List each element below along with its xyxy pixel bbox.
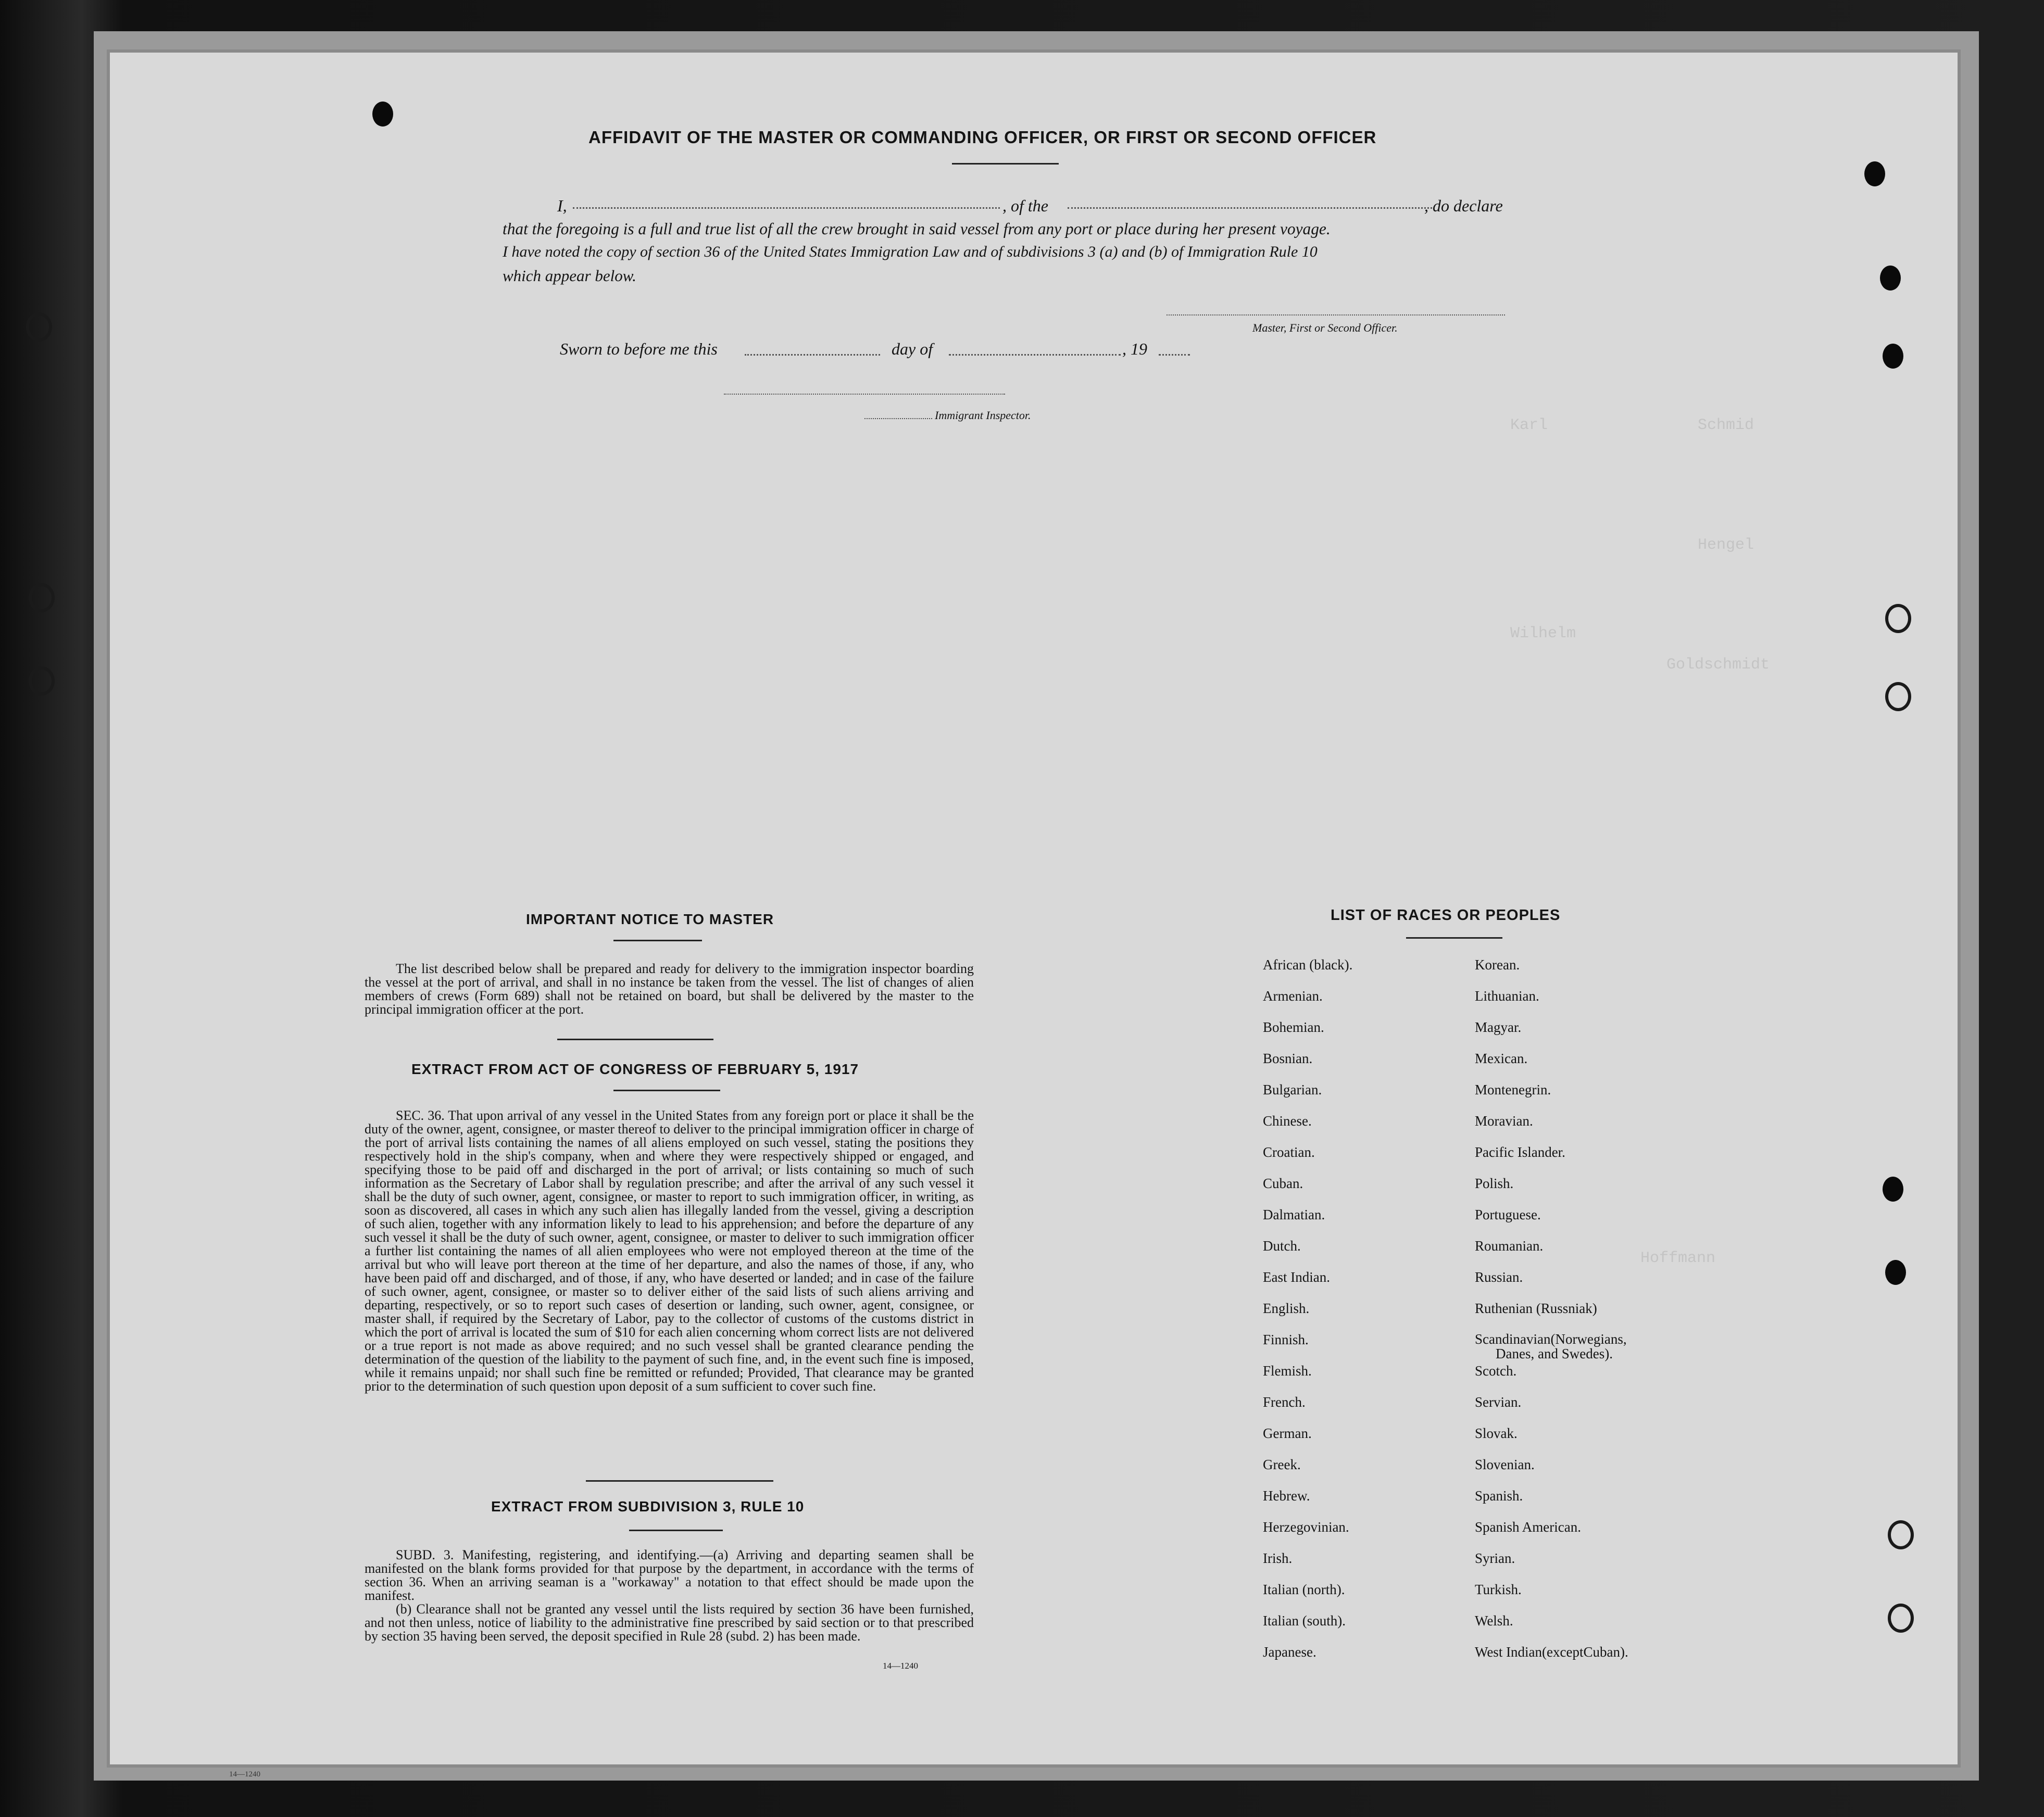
rule-paragraph-b: (b) Clearance shall not be granted any vessel until the lists required by section 36 have been furnished, and not then unless, notice of liability to the administrative fine prescribed by said section or to that prescribed by section 35 having been served, the deposit specified in Rule 28 (subd. 2) has been made. [365,1601,974,1644]
race-item: Croatian. [1263,1144,1315,1160]
race-item: Spanish. [1475,1488,1523,1504]
race-item: Syrian. [1475,1550,1515,1566]
punch-hole [1864,161,1885,186]
notice-title: IMPORTANT NOTICE TO MASTER [526,911,774,927]
race-item: East Indian. [1263,1269,1330,1285]
punch-hole [1883,1177,1903,1202]
divider [613,940,702,941]
race-item: Bohemian. [1263,1019,1324,1035]
divider [557,1039,713,1040]
bleed-through-text: Karl [1510,417,1548,434]
officer-caption: Master, First or Second Officer. [1252,321,1398,334]
race-item: Bosnian. [1263,1051,1313,1066]
notice-paragraph: The list described below shall be prepared and ready for delivery to the immigration inspector boarding the vessel at the port of arrival, and shall in no instance be taken from the vessel. The list of changes of alien members of crews (Form 689) shall not be retained on board, but shall be delivered by the master to the principal immigration officer at the port. [365,961,974,1017]
divider [952,163,1059,165]
sworn-month-blank [949,354,1121,356]
affidavit-of-the: , of the [1002,196,1048,215]
affidavit-title: AFFIDAVIT OF THE MASTER OR COMMANDING OFFICER, OR FIRST OR SECOND OFFICER [588,128,1377,147]
inspector-lead-blank [864,418,932,419]
divider [586,1480,773,1482]
race-item: Italian (north). [1263,1582,1345,1597]
binder-ring [1888,1604,1914,1633]
race-item: Hebrew. [1263,1488,1310,1504]
corner-form-number: 14—1240 [229,1770,260,1778]
bleed-through-text: Wilhelm [1510,625,1576,642]
race-item: Bulgarian. [1263,1082,1322,1097]
race-item: Ruthenian (Russniak) [1475,1301,1597,1316]
race-item: Cuban. [1263,1176,1303,1191]
divider [1406,937,1502,939]
race-item: Servian. [1475,1394,1522,1410]
punch-hole [1883,344,1903,369]
race-item: West Indian(exceptCuban). [1475,1644,1628,1660]
bleed-through-text: Goldschmidt [1666,656,1770,674]
race-item: Welsh. [1475,1613,1513,1629]
affidavit-line-3: I have noted the copy of section 36 of the United States Immigration Law and of subdivisions 3 (a) and (b) of Immigration Rule 10 [503,243,1318,260]
race-item: Pacific Islander. [1475,1144,1565,1160]
punch-hole [1880,266,1901,291]
sworn-prefix: Sworn to before me this [560,339,718,358]
name-blank [573,207,1000,209]
race-item: Flemish. [1263,1363,1312,1379]
divider [629,1530,723,1531]
inspector-signature-blank [724,394,1005,395]
officer-signature-blank [1167,314,1505,316]
punch-hole [372,102,393,127]
bleed-through-text: Hengel [1698,536,1754,554]
race-item: Mexican. [1475,1051,1528,1066]
race-item: Montenegrin. [1475,1082,1551,1097]
race-item: Korean. [1475,957,1520,973]
race-item: Greek. [1263,1457,1301,1472]
affidavit-line-2: that the foregoing is a full and true list of all the crew brought in said vessel from any port or place during her present voyage. [503,220,1331,238]
binder-ring [29,583,55,612]
race-item: Lithuanian. [1475,988,1539,1004]
race-item: Japanese. [1263,1644,1316,1660]
race-item: Roumanian. [1475,1238,1544,1254]
rule-paragraph-a: SUBD. 3. Manifesting, registering, and identifying.—(a) Arriving and departing seamen shall be manifested on the blank forms provided for that purpose by the department, in accordance with the terms of section 36. When an arriving seaman is a "workaway" a notation to that effect should be made upon the manifest. [365,1547,974,1603]
race-item: Polish. [1475,1176,1514,1191]
notice-text [365,962,974,1016]
affidavit-line-4: which appear below. [503,267,636,285]
binder-ring [26,312,52,342]
race-item [1475,1332,1628,1363]
bleed-through-text: Schmid [1698,417,1754,434]
race-item: Spanish American. [1475,1519,1581,1535]
document-page [107,49,1961,1768]
binder-ring [1885,604,1911,633]
race-item: Finnish. [1263,1332,1309,1347]
race-item: Moravian. [1475,1113,1533,1129]
race-item: Slovak. [1475,1425,1518,1441]
race-item: Scotch. [1475,1363,1517,1379]
race-item: Magyar. [1475,1019,1522,1035]
binder-ring [1888,1520,1914,1549]
divider [613,1090,720,1091]
bleed-through-text: Hoffmann [1640,1250,1716,1267]
act-title: EXTRACT FROM ACT OF CONGRESS OF FEBRUARY 5, 1917 [411,1061,859,1077]
affidavit-declare: , do declare [1424,196,1503,215]
rule-title: EXTRACT FROM SUBDIVISION 3, RULE 10 [491,1498,805,1515]
race-item: Turkish. [1475,1582,1522,1597]
race-item-line: Danes, and Swedes). [1496,1346,1613,1361]
race-item: Italian (south). [1263,1613,1346,1629]
act-text [365,1109,974,1393]
race-item: Irish. [1263,1550,1293,1566]
sworn-year-blank [1159,354,1190,356]
inspector-caption: Immigrant Inspector. [935,409,1031,422]
race-item: Russian. [1475,1269,1523,1285]
sworn-year: , 19 [1122,339,1147,358]
race-item: Herzegovinian. [1263,1519,1349,1535]
races-title: LIST OF RACES OR PEOPLES [1331,907,1561,924]
vessel-blank [1068,207,1432,209]
race-item: African (black). [1263,957,1353,973]
binder-ring [1885,682,1911,711]
race-item: Armenian. [1263,988,1323,1004]
sworn-date-blank [745,354,880,356]
form-number: 14—1240 [883,1661,918,1671]
race-item: Chinese. [1263,1113,1312,1129]
races-column-2 [1475,957,1628,1675]
sworn-day-of: day of [892,339,933,358]
race-item-line: Scandinavian(Norwegians, [1475,1331,1627,1347]
rule-text [365,1548,974,1643]
binder-ring [29,666,55,696]
race-item: English. [1263,1301,1310,1316]
punch-hole [1885,1260,1906,1285]
race-item: French. [1263,1394,1306,1410]
race-item: German. [1263,1425,1312,1441]
affidavit-i: I, [557,196,567,215]
race-item: Dutch. [1263,1238,1301,1254]
race-item: Portuguese. [1475,1207,1541,1222]
act-paragraph: SEC. 36. That upon arrival of any vessel in the United States from any foreign port or place it shall be the duty of the owner, agent, consignee, or master thereof to deliver to the principal immigration officer in charge of the port of arrival lists containing the names of all aliens employed on such vessel, stating the positions they respectively hold in the ship's company, when and where they were respectively shipped or engaged, and specifying those to be paid off and discharged in the port of arrival; or lists containing so much of such information as the Secretary of Labor shall by regulation prescribe; and after the arrival of any such vessel it shall be the duty of such owner, agent, consignee, or master to report to such immigration officer, in writing, as soon as discovered, all cases in which any such alien has illegally landed from the vessel, giving a description of such alien, together with any information likely to lead to his apprehension; and before the departure of any such vessel it shall be the duty of such owner, agent, consignee, or master to deliver to such immigration officer a further list containing the names of all alien employees who were not employed thereon at the time of the arrival but who will leave port thereon at the time of her departure, and also the names of those, if any, who have been paid off and discharged, and of those, if any, who have deserted or landed; and in case of the failure of such owner, agent, consignee, or master so to deliver either of the said lists of such aliens arriving and departing, respectively, or so to report such cases of desertion or landing, such owner, agent, consignee, or master shall, if required by the Secretary of Labor, pay to the collector of customs of the customs district in which the port of arrival is located the sum of $10 for each alien concerning whom correct lists are not delivered or a true report is not made as above required; and no such vessel shall be granted clearance pending the determination of the question of the liability to the payment of such fine, and, in the event such fine is imposed, while it remains unpaid; nor shall such fine be remitted or refunded; Provided, That clearance may be granted prior to the determination of such question upon deposit of a sum sufficient to cover such fine. [365,1108,974,1394]
races-column-1 [1263,957,1352,1675]
race-item: Dalmatian. [1263,1207,1325,1222]
race-item: Slovenian. [1475,1457,1535,1472]
